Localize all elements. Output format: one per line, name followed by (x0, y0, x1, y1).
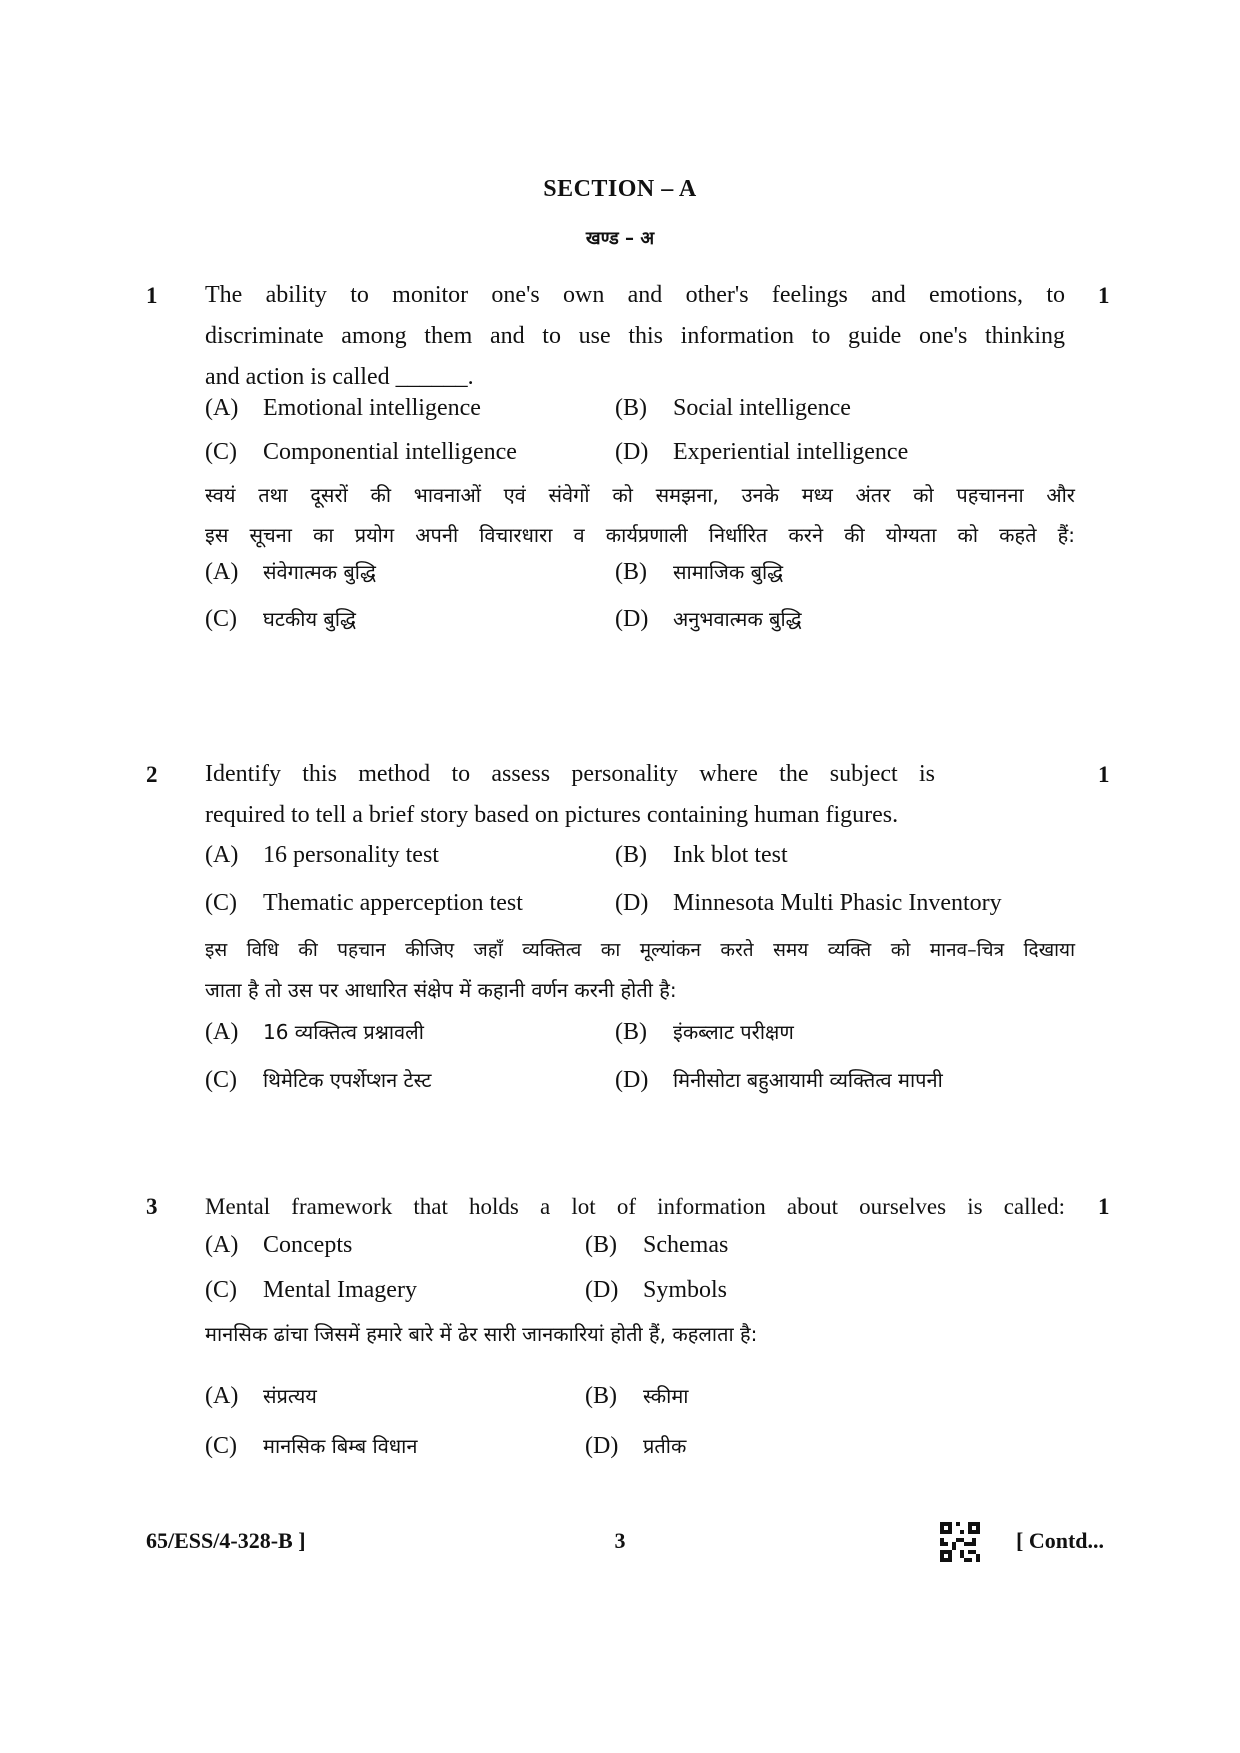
option-d-hi: (D) प्रतीक (585, 1433, 687, 1459)
question-line: and action is called ______. (205, 364, 474, 390)
option-a-hi: (A) संवेगात्मक बुद्धि (205, 559, 376, 585)
question-line-hi: स्वयं तथा दूसरों की भावनाओं एवं संवेगों को समझना, उनके मध्य अंतर को पहचानना और (205, 483, 1075, 507)
page-number: 3 (614, 1528, 626, 1553)
option-a-hi: (A) संप्रत्यय (205, 1383, 317, 1409)
question-marks: 1 (1098, 762, 1110, 787)
question-line-hi: मानसिक ढांचा जिसमें हमारे बारे में ढेर सारी जानकारियां होती हैं, कहलाता है: (205, 1322, 758, 1346)
option-c-en: (C) Componential intelligence (205, 439, 517, 465)
option-c-hi: (C) घटकीय बुद्धि (205, 606, 356, 632)
question-marks: 1 (1098, 283, 1110, 308)
option-c-en: (C) Thematic apperception test (205, 890, 523, 916)
option-b-en: (B) Ink blot test (615, 842, 788, 868)
option-d-en: (D) Symbols (585, 1277, 728, 1303)
option-c-hi: (C) थिमेटिक एपर्शेप्शन टेस्ट (205, 1067, 432, 1093)
option-c-hi: (C) मानसिक बिम्ब विधान (205, 1433, 418, 1459)
question-number: 3 (146, 1194, 158, 1219)
question-text-hi (205, 1314, 1075, 1354)
question-line-hi: इस सूचना का प्रयोग अपनी विचारधारा व कार्यप्रणाली निर्धारित करने की योग्यता को कहते हैं: (205, 523, 1075, 547)
paper-code: 65/ESS/4-328-B ] (146, 1528, 306, 1553)
option-b-hi: (B) स्कीमा (585, 1383, 689, 1409)
section-title-hindi: खण्ड – अ (585, 228, 655, 249)
question-line-hi: जाता है तो उस पर आधारित संक्षेप में कहानी वर्णन करनी होती है: (205, 978, 677, 1002)
question-line: Identify this method to assess personality where the subject is (205, 761, 935, 787)
question-number: 2 (146, 762, 158, 787)
option-a-en: (A) Concepts (205, 1232, 353, 1258)
question-text-hi (205, 475, 1075, 555)
question-text-en (205, 754, 1065, 836)
option-d-en: (D) Minnesota Multi Phasic Inventory (615, 890, 1002, 916)
option-d-hi: (D) मिनीसोटा बहुआयामी व्यक्तित्व मापनी (615, 1067, 943, 1093)
question-line: Mental framework that holds a lot of information about ourselves is called: (205, 1194, 1065, 1219)
option-b-en: (B) Schemas (585, 1232, 729, 1258)
qr-code-icon (940, 1522, 980, 1562)
question-text-hi (205, 930, 1075, 1010)
continued-label: [ Contd... (1016, 1528, 1105, 1553)
section-title: SECTION – A (543, 176, 697, 202)
question-text-en (205, 1186, 1065, 1227)
question-line: discriminate among them and to use this information to guide one's thinking (205, 323, 1065, 349)
option-a-hi: (A) 16 व्यक्तित्व प्रश्नावली (205, 1019, 424, 1045)
option-c-en: (C) Mental Imagery (205, 1277, 417, 1303)
option-a-en: (A) Emotional intelligence (205, 395, 481, 421)
question-marks: 1 (1098, 1194, 1110, 1219)
question-line: The ability to monitor one's own and other's feelings and emotions, to (205, 282, 1065, 308)
question-number: 1 (146, 283, 158, 308)
option-b-en: (B) Social intelligence (615, 395, 851, 421)
question-line-hi: इस विधि की पहचान कीजिए जहाँ व्यक्तित्व का मूल्यांकन करते समय व्यक्ति को मानव–चित्र दिखाया (205, 939, 1075, 961)
question-line: required to tell a brief story based on pictures containing human figures. (205, 802, 899, 828)
option-b-hi: (B) सामाजिक बुद्धि (615, 559, 784, 585)
option-d-en: (D) Experiential intelligence (615, 439, 909, 465)
option-b-hi: (B) इंकब्लाट परीक्षण (615, 1019, 794, 1045)
question-text-en (205, 275, 1065, 398)
option-d-hi: (D) अनुभवात्मक बुद्धि (615, 606, 802, 632)
option-a-en: (A) 16 personality test (205, 842, 439, 868)
